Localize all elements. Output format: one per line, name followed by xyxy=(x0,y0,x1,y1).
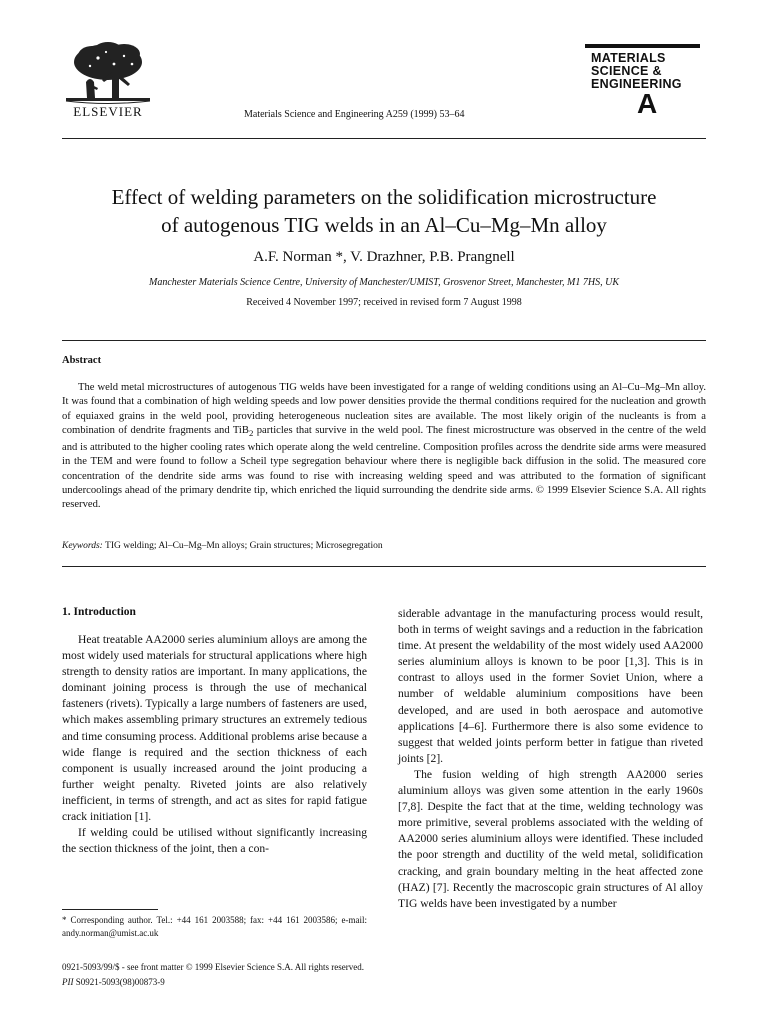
keywords-bottom-rule xyxy=(62,566,706,567)
affiliation: Manchester Materials Science Centre, University of Manchester/UMIST, Grosvenor Street, Manchester, M1 7HS, UK xyxy=(149,277,619,288)
left-column xyxy=(62,632,367,857)
abstract-body xyxy=(62,381,706,513)
section-heading: 1. Introduction xyxy=(62,606,136,618)
paragraph: Heat treatable AA2000 series aluminium alloys are among the most widely used materials for structural applications where high strength to density ratios are important. In many applications, the dominant joining process is through the use of mechanical fasteners (rivets). Typically a large numbers of fasteners are used, which makes assembling primary structures an extremely tedious and time consuming process. Additional problems arise because a wide flange is required and the section thickness of each component is usually increased around the joint producing a further weight penalty. Riveted joints are also relatively inefficient, in terms of strength, and act as sites for rapid fatigue crack initiation [1]. xyxy=(62,633,367,824)
paragraph: If welding could be utilised without significantly increasing the section thickness of the joint, then a con- xyxy=(62,826,367,856)
footnote-rule xyxy=(62,909,158,910)
authors: A.F. Norman *, V. Drazhner, P.B. Prangnell xyxy=(253,249,515,265)
journal-logo-line-3: ENGINEERING xyxy=(591,77,682,91)
title-line-1: Effect of welding parameters on the solidification microstructure xyxy=(111,185,657,209)
keywords xyxy=(62,541,706,551)
abstract-top-rule xyxy=(62,340,706,341)
publisher-name: ELSEVIER xyxy=(73,104,143,119)
copyright-line: 0921-5093/99/$ - see front matter © 1999 Elsevier Science S.A. All rights reserved. xyxy=(62,962,365,972)
received-dates: Received 4 November 1997; received in revised form 7 August 1998 xyxy=(246,297,522,308)
right-column xyxy=(398,606,703,912)
footnote: * Corresponding author. Tel.: +44 161 2003588; fax: +44 161 2003586; e-mail: andy.norman@umist.ac.uk xyxy=(62,915,367,938)
journal-logo-letter: A xyxy=(637,88,658,119)
abstract-text-1: The weld metal microstructures of autogenous TIG welds have been investigated for a range of welding conditions using an Al–Cu–Mg–Mn alloy. It was found that a combination of high welding speeds and low power densities provide the thermal conditions required for the nucleation and growth of equiaxed grains in the weld pool, providing heterogeneous nucleation sites are available. The most likely origin of the nucleants is from a combination of dendrite fragments and TiB xyxy=(62,382,706,437)
tree-emblem-icon xyxy=(62,42,154,106)
journal-logo-line-1: MATERIALS xyxy=(591,51,666,65)
paragraph: siderable advantage in the manufacturing process would result, both in terms of weight savings and a reduction in the fabrication time. At present the weldability of the most widely used AA2000 series aluminium alloys is known to be poor [1,3]. This is in contrast to alloys used in the former Soviet Union, where a number of weldable aluminium compositions have been developed, and are used in both aerospace and automotive applications [4–6]. Furthermore there is also some evidence to suggest that welded joints perform better in fatigue than riveted joints [2]. xyxy=(398,607,703,765)
abstract-heading: Abstract xyxy=(62,355,102,366)
pii-line xyxy=(62,977,165,987)
paragraph: The fusion welding of high strength AA2000 series aluminium alloys was given some attention in the early 1960s [7,8]. Despite the fact that at the time, welding technology was more primitive, several problems associated with the welding of AA2000 series aluminium alloys were identified. These included the poor strength and ductility of the weld metal, solidification cracking, and grain boundary melting in the heat affected zone (HAZ) [7]. Recently the macroscopic grain structures of Al alloy TIG welds have been investigated by a number xyxy=(398,767,703,910)
journal-logo-line-2: SCIENCE & xyxy=(591,64,662,78)
elsevier-logo xyxy=(62,42,154,120)
abstract-text-2: particles that survive in the weld pool. The finest microstructure was observed in the centre of the weld and is attributed to the higher cooling rates which operate along the weld centreline. Composition profiles across the dendrite side arms were measured in the TEM and were found to follow a Scheil type segregation behaviour where there is negligible back diffusion in the solid. The measured core concentration of the dendrite side arms was found to rise with increasing welding speed and was attributed to the formation of significant undercoolings ahead of the primary dendrite tip, which enriched the liquid surrounding the dendrite side arms. © 1999 Elsevier Science S.A. All rights reserved. xyxy=(62,425,706,511)
pii-value: S0921-5093(98)00873-9 xyxy=(73,977,165,987)
pii-label: PII xyxy=(62,977,74,987)
header-rule xyxy=(62,138,706,139)
journal-citation: Materials Science and Engineering A259 (1999) 53–64 xyxy=(244,109,465,120)
keywords-text: TIG welding; Al–Cu–Mg–Mn alloys; Grain structures; Microsegregation xyxy=(102,541,383,551)
title-line-2: of autogenous TIG welds in an Al–Cu–Mg–Mn alloy xyxy=(161,213,607,237)
article-title xyxy=(62,183,706,239)
abstract-subscript: 2 xyxy=(248,428,254,439)
journal-logo xyxy=(585,44,700,124)
keywords-label: Keywords: xyxy=(62,541,103,551)
